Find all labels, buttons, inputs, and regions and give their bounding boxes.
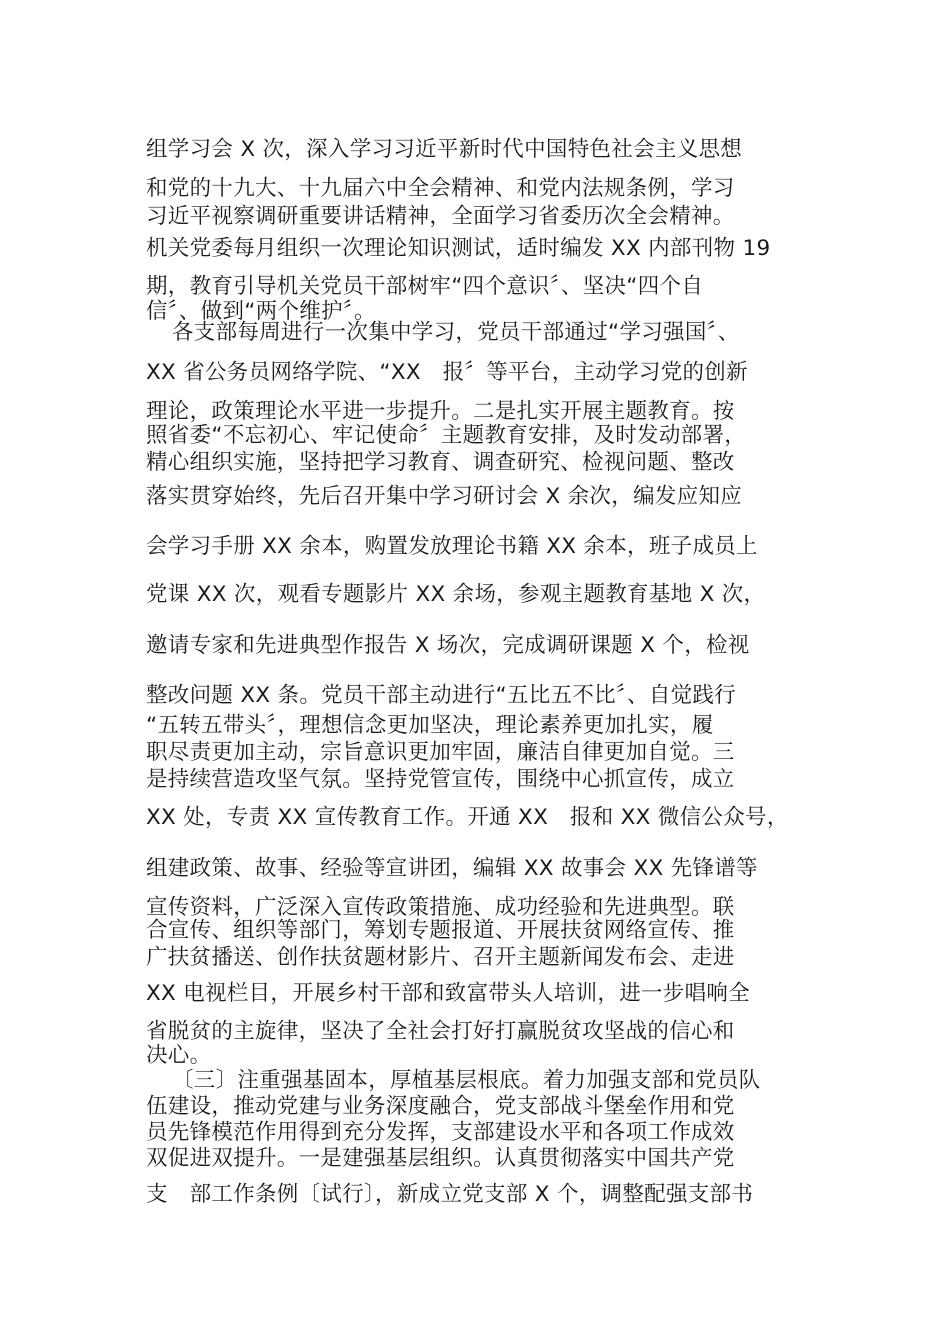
body-text-line: 机关党委每月组织一次理论知识测试，适时编发 XX 内部刊物 19 bbox=[146, 236, 771, 261]
body-text-line: 落实贯穿始终，先后召开集中学习研讨会 X 余次，编发应知应 bbox=[146, 484, 743, 509]
body-text-line: 是持续营造攻坚气氛。坚持党管宣传，围绕中心抓宣传，成立 bbox=[146, 767, 735, 792]
body-text-line: 精心组织实施，坚持把学习教育、调查研究、检视问题、整改 bbox=[146, 450, 735, 475]
body-text-line: XX 电视栏目，开展乡村干部和致富带头人培训，进一步唱响全 bbox=[146, 981, 750, 1006]
paragraph-first-line: 各支部每周进行一次集中学习，党员干部通过“学习强国〞、 bbox=[172, 320, 740, 345]
body-text-line: 会学习手册 XX 余本，购置发放理论书籍 XX 余本，班子成员上 bbox=[146, 534, 758, 559]
body-text-line: 员先锋模范作用得到充分发挥，支部建设水平和各项工作成效 bbox=[146, 1120, 735, 1145]
body-text-line: 邀请专家和先进典型作报告 X 场次，完成调研课题 X 个，检视 bbox=[146, 633, 750, 658]
body-text-line: “五转五带头〞，理想信念更加坚决，理论素养更加扎实，履 bbox=[146, 713, 714, 738]
body-text-line: 组学习会 X 次，深入学习习近平新时代中国特色社会主义思想 bbox=[146, 137, 743, 162]
body-text-line: 信〞、做到“两个维护〞。 bbox=[146, 299, 376, 324]
body-text-line: 和党的十九大、十九届六中全会精神、和党内法规条例，学习 bbox=[146, 176, 735, 201]
body-text-line: 期，教育引导机关党员干部树牢“四个意识〞、坚决“四个自 bbox=[146, 274, 704, 299]
body-text-line: 广扶贫播送、创作扶贫题材影片、召开主题新闻发布会、走进 bbox=[146, 945, 735, 970]
body-text-line: 省脱贫的主旋律，坚决了全社会打好打赢脱贫攻坚战的信心和 bbox=[146, 1019, 735, 1044]
body-text-line: 习近平视察调研重要讲话精神，全面学习省委历次全会精神。 bbox=[146, 204, 735, 229]
body-text-line: 整改问题 XX 条。党员干部主动进行“五比五不比〞、自觉践行 bbox=[146, 683, 737, 708]
body-text-line: 理论，政策理论水平进一步提升。二是扎实开展主题教育。按 bbox=[146, 399, 735, 424]
body-text-line: 合宣传、组织等部门，筹划专题报道、开展扶贫网络宣传、推 bbox=[146, 918, 735, 943]
body-text-line: 职尽责更加主动，宗旨意识更加牢固，廉洁自律更加自觉。三 bbox=[146, 740, 735, 765]
body-text-line: 宣传资料，广泛深入宣传政策措施、成功经验和先进典型。联 bbox=[146, 895, 735, 920]
section-heading-line: 〔三〕注重强基固本，厚植基层根底。着力加强支部和党员队 bbox=[172, 1068, 761, 1093]
body-text-line: 党课 XX 次，观看专题影片 XX 余场，参观主题教育基地 X 次， bbox=[146, 582, 766, 607]
body-text-line: 双促进双提升。一是建强基层组织。认真贯彻落实中国共产党 bbox=[146, 1146, 735, 1171]
body-text-line: XX 处，专责 XX 宣传教育工作。开通 XX 报和 XX 微信公众号， bbox=[146, 805, 789, 830]
body-text-line: 决心。 bbox=[146, 1043, 212, 1068]
body-text-line: 组建政策、故事、经验等宣讲团，编辑 XX 故事会 XX 先锋谱等 bbox=[146, 856, 758, 881]
body-text-line: 伍建设，推动党建与业务深度融合，党支部战斗堡垒作用和党 bbox=[146, 1094, 735, 1119]
body-text-line: XX 省公务员网络学院、“XX 报〞等平台，主动学习党的创新 bbox=[146, 360, 748, 385]
body-text-line: 照省委“不忘初心、牢记使命〞主题教育安排，及时发动部署， bbox=[146, 423, 747, 448]
body-text-line: 支 部工作条例〔试行〕，新成立党支部 X 个，调整配强支部书 bbox=[146, 1182, 754, 1207]
